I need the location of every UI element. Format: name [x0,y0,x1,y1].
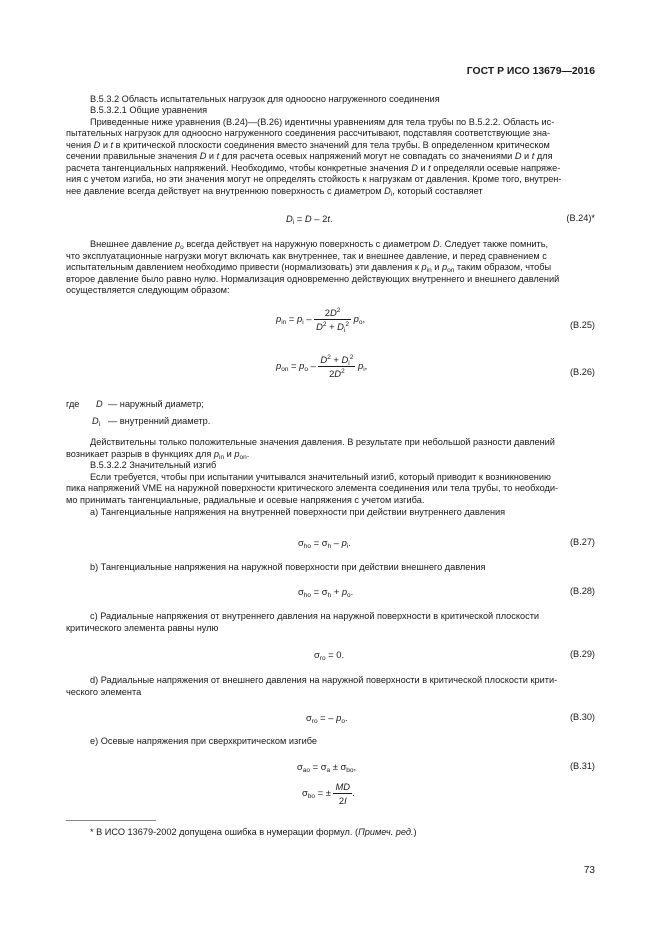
item-c-cont: критического элемента равны нулю [66,623,219,633]
equation-b31: $\sigma_{ao} = \sigma_a \pm \sigma_{bo}$, [297,761,357,774]
paragraph-line: что эксплуатационные нагрузки могут включать как внутреннее, так и внешнее давление, и перед сравнением с [66,251,547,261]
equation-number: (В.29) [569,649,595,659]
paragraph-line: Действительны только положительные значения давления. В результате при небольшой разности давлений [90,437,555,447]
equation-number: (В.30) [569,712,595,722]
paragraph-line: ния с учетом изгиба, но эти значения могут не определять стойкость к нагрузкам от давления. Кроме того, внутрен- [66,174,562,184]
equation-number: (В.27) [569,537,595,547]
subsection-heading: В.5.3.2.1 Общие уравнения [90,105,208,115]
equation-number: (В.26) [569,367,595,377]
item-d: d) Радиальные напряжения от внешнего давления на наружной поверхности в критической плоскости крити- [90,675,558,685]
item-a: a) Тангенциальные напряжения на внутренней поверхности при действии внутреннего давления [90,507,506,517]
equation-b26: $p_{on} = p_o$ – $\frac{D^2 + D_i^2}{2D^2}$ $p_i$, [276,354,368,379]
equation-sigma-bo: $\sigma_{bo}$ = ± $\frac{MD}{2I}$ . [302,781,355,806]
equation-b30: $\sigma_{ro}$ = – $p_o$. [306,712,348,725]
equation-b28: $\sigma_{ho} = \sigma_h + p_o$. [298,586,354,599]
paragraph-line: осуществляется следующим образом: [66,285,230,295]
paragraph-line: второе давление было равно нулю. Нормализация одновременно действующих внутреннего и внешнего давлений [66,274,560,284]
definition-Di: — внутренний диаметр. [108,416,211,426]
equation-number: (В.31) [569,761,595,771]
equation-b24: $D_i = D - 2t$. [286,213,333,226]
equation-number: (В.28) [569,586,595,596]
paragraph-line: нее давление всегда действует на внутреннюю поверхность с диаметром $D_i$, который составляет [66,186,483,198]
item-c: c) Радиальные напряжения от внутреннего давления на наружной поверхности в критической плоскости [90,611,540,621]
paragraph-line: расчета тангенциальных напряжений. Необходимо, чтобы конкретные значения D и t определяли осевые напряже- [66,163,561,173]
section-heading: В.5.3.2 Область испытательных нагрузок для одноосно нагруженного соединения [90,94,440,104]
paragraph-line: пика напряжений VME на наружной поверхности критического элемента соединения или тела трубы, то необходи- [66,483,559,493]
equation-number: (В.25) [569,320,595,330]
page-number: 73 [583,865,595,876]
where-label: где [66,399,80,409]
item-d-cont: ческого элемента [66,687,142,697]
subsection-heading: В.5.3.2.2 Значительный изгиб [90,460,217,470]
paragraph-line: Если требуется, чтобы при испытании учитывался значительный изгиб, который приводит к возникновению [90,472,551,482]
footnote-rule [66,820,156,821]
symbol-Di: $D_i$ [92,416,101,428]
equation-b27: $\sigma_{ho} = \sigma_h - p_i$. [298,537,351,550]
equation-b29: $\sigma_{ro} = 0$. [314,649,345,662]
paragraph-line: возникает разрыв в функциях для $p_{in}$ и $p_{on}$. [66,449,250,461]
paragraph-line: Приведенные ниже уравнения (В.24)—(В.26) идентичны уравнениям для тела трубы по В.5.2.2. Область ис- [90,117,555,127]
paragraph-line: мо принимать тангенциальные, радиальные и осевые напряжения с учетом изгиба. [66,495,425,505]
item-b: b) Тангенциальные напряжения на наружной поверхности при действии внешнего давления [90,562,486,572]
paragraph-line: сечении правильные значения D и t для расчета осевых напряжений могут не совпадать со значениями D и t для [66,151,553,161]
definition-D: — наружный диаметр; [108,399,204,409]
symbol-D: D [96,399,103,409]
paragraph-line: испытательным давлением необходимо привести (нормализовать) эти давления к $p_{in}$ и $p_{on}$ таким образом, чтобы [66,262,552,274]
paragraph-line: Внешнее давление $p_o$ всегда действует на наружную поверхность с диаметром D. Следует также помнить, [90,239,549,251]
equation-b25: $p_{in} = p_i$ – $\frac{2D^2}{D^2 + D_i^2}$ $p_o$, [276,307,366,334]
equation-number: (В.24)* [566,213,595,223]
item-e: e) Осевые напряжения при сверхкритическом изгибе [90,736,317,746]
paragraph-line: чения D и t в критической плоскости соединения вместо значений для тела трубы. В определенном критическом [66,140,550,150]
paragraph-line: пытательных нагрузок для одноосно нагруженного соединения рассчитывают, подставляя соответствующие зна- [66,128,551,138]
footnote: * В ИСО 13679-2002 допущена ошибка в нумерации формул. (Примеч. ред.) [90,827,417,837]
document-header: ГОСТ Р ИСО 13679—2016 [466,66,595,77]
